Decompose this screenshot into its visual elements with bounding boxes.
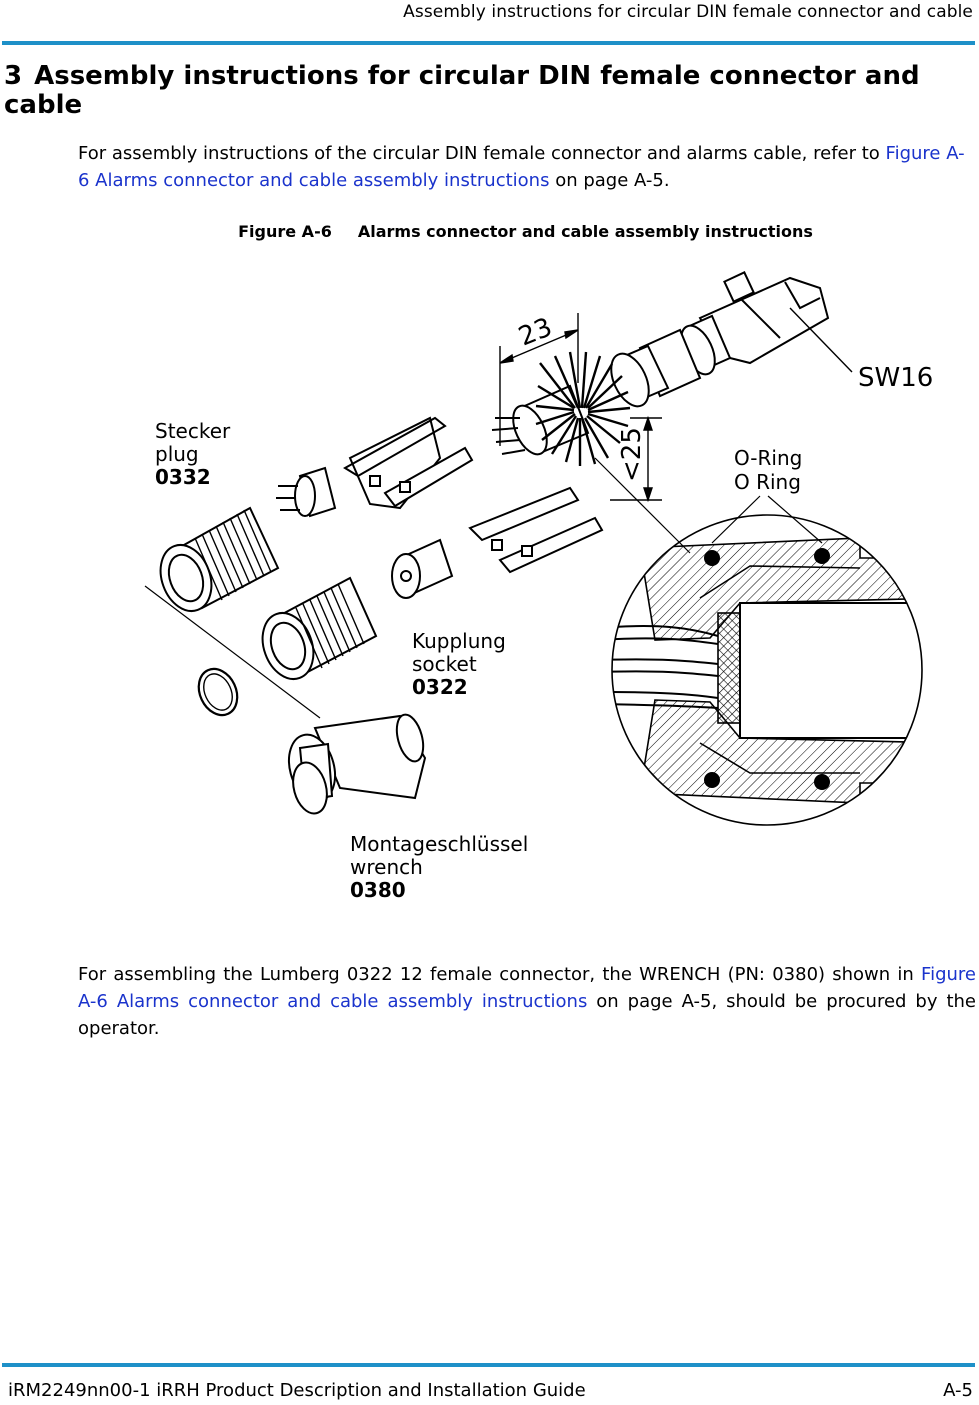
body-text-after: on page A-5, should be procured by the operator. [78,991,976,1039]
intro-text-after: on page A-5. [549,170,670,191]
socket-label-en: socket [412,652,477,676]
footer-doc-title: iRM2249nn00-1 iRRH Product Description and Installation Guide [8,1380,586,1401]
sw16-label: SW16 [858,363,934,393]
plug-label-en: plug [155,442,199,466]
wrench-label-pn: 0380 [350,878,406,902]
header-rule [2,41,975,45]
figure-link-2[interactable]: Figure A-6 Alarms connector and cable assembly instructions [78,964,976,1012]
plug-label-de: Stecker [155,419,231,443]
footer-page-number: A-5 [943,1380,973,1401]
body-paragraph [78,961,976,1042]
oring-label-de: O-Ring [734,446,803,470]
connector-assembly-drawing [100,268,940,908]
cross-section-detail [600,515,940,825]
section-number: 3 [4,61,23,91]
section-title: Assembly instructions for circular DIN female connector and cable [4,61,920,120]
body-text-before: For assembling the Lumberg 0322 12 female connector, the WRENCH (PN: 0380) shown in [78,964,922,985]
dimension-23-label: 23 [514,312,557,353]
figure-label: Figure A-6 [238,222,332,241]
running-header: Assembly instructions for circular DIN female connector and cable [403,2,973,22]
footer-rule [2,1363,975,1367]
wrench-label-de: Montageschlüssel [350,832,529,856]
intro-text-before: For assembly instructions of the circular DIN female connector and alarms cable, refer to [78,143,886,164]
socket-label-de: Kupplung [412,629,506,653]
connector-assembly-figure [100,268,940,908]
wrench-drawing [282,712,428,818]
oring-leader-2 [768,496,822,543]
oring-leader-1 [712,496,760,543]
oring-label-en: O Ring [734,470,801,494]
figure-caption-text: Alarms connector and cable assembly instructions [357,222,813,241]
socket-label-pn: 0322 [412,675,468,699]
loose-oring [192,663,245,722]
intro-paragraph [78,140,976,194]
plug-label-pn: 0332 [155,465,211,489]
figure-caption [0,222,979,241]
dimension-25-label: <25 [617,427,647,482]
page-footer [8,1380,977,1401]
figure-link[interactable]: Figure A-6 Alarms connector and cable assembly instructions [78,143,965,191]
wrench-label-en: wrench [350,855,423,879]
section-heading [4,62,964,120]
